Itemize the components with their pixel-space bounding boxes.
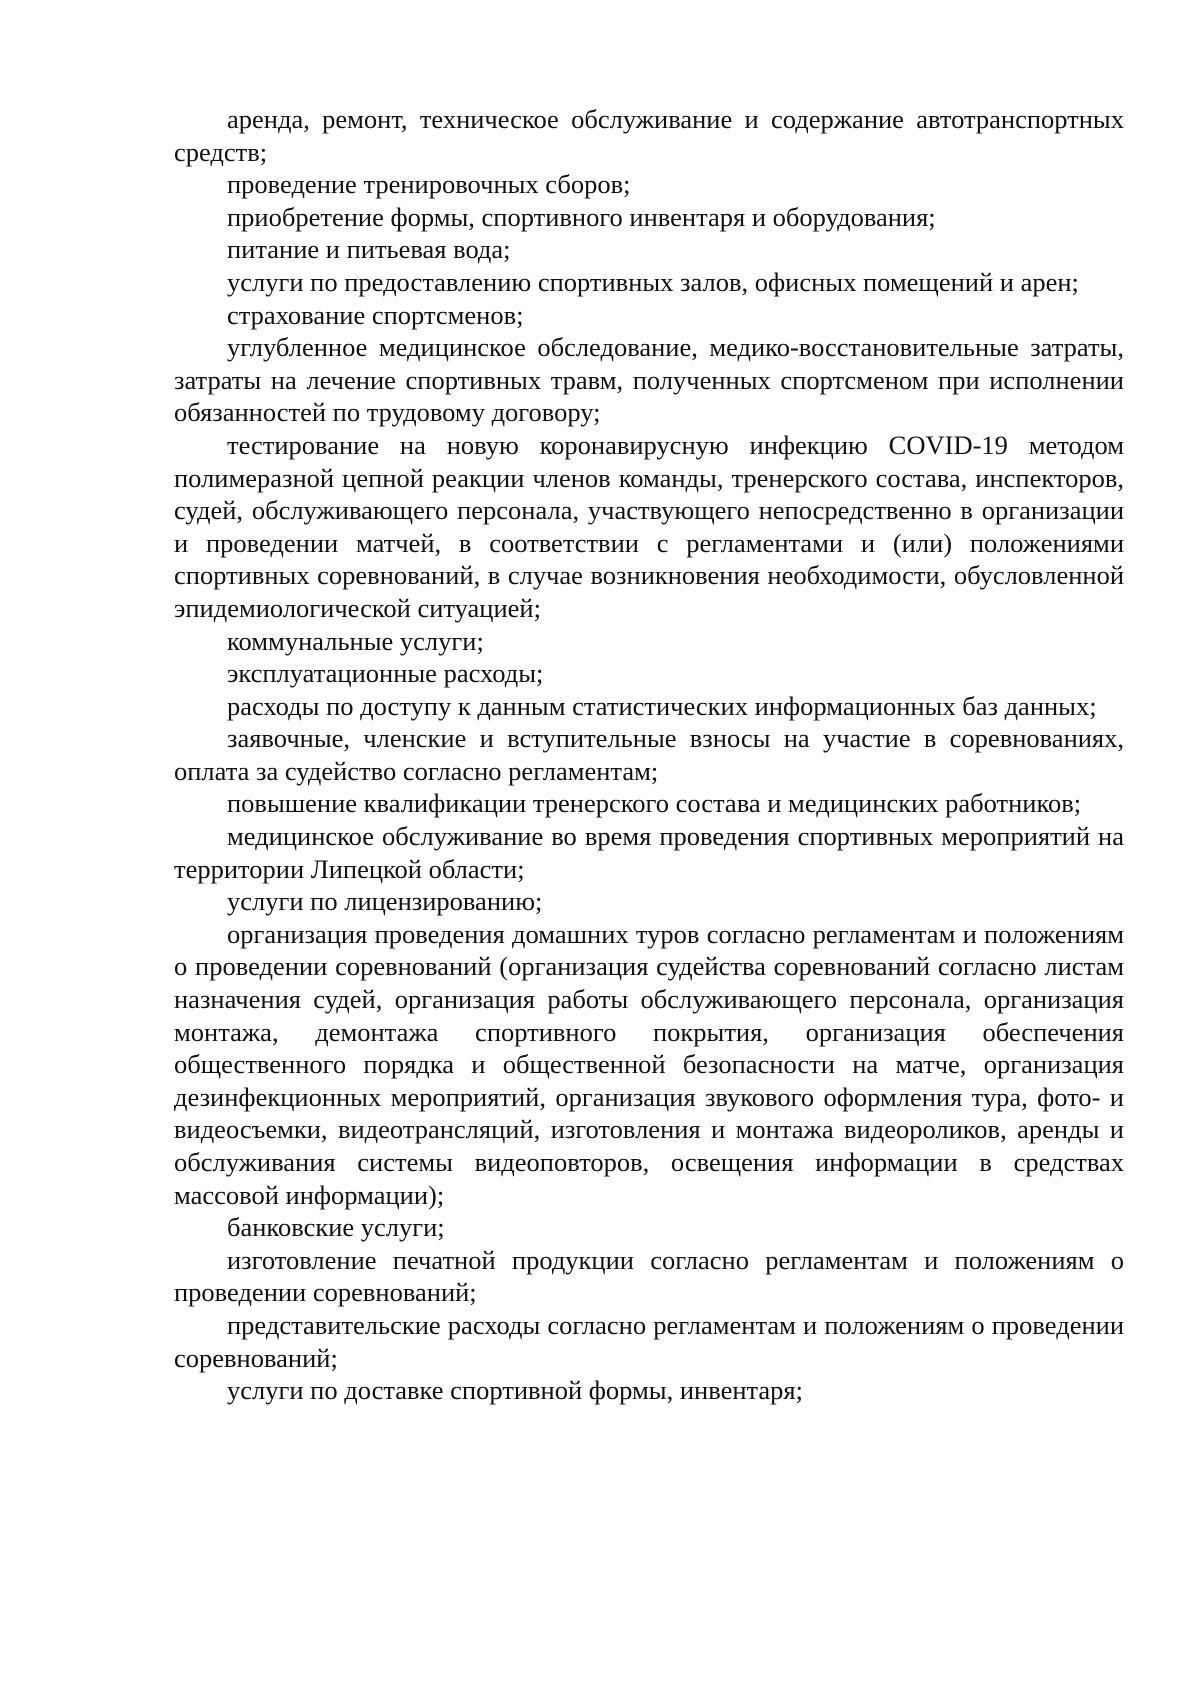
list-item-covid-testing: тестирование на новую коронавирусную инфекцию COVID-19 методом полимеразной цепной реакции членов команды, тренерского состава, инспекторов, судей, обслуживающего персонала, участвующего непосредственно в организации и проведении матчей, в соответствии с регламентами и (или) положениями спортивных соревнований, в случае возникновения необходимости, обусловленной эпидемиологической ситуацией; bbox=[174, 429, 1124, 623]
document-page bbox=[174, 103, 1124, 1407]
list-item-hall-rental: услуги по предоставлению спортивных залов, офисных помещений и арен; bbox=[227, 266, 1079, 297]
list-item-operating-expenses: эксплуатационные расходы; bbox=[227, 658, 544, 689]
list-item-medical-examination: углубленное медицинское обследование, медико-восстановительные затраты, затраты на лечение спортивных травм, полученных спортсменом при исполнении обязанностей по трудовому договору; bbox=[174, 332, 1124, 428]
list-item-vehicle-rental: аренда, ремонт, техническое обслуживание и содержание автотранспортных средств; bbox=[174, 104, 1124, 167]
list-item-home-tours: организация проведения домашних туров согласно регламентам и положениям о проведении соревнований (организация судейства соревнований согласно листам назначения судей, организация работы обслуживающего персонала, организация монтажа, демонтажа спортивного покрытия, организация обеспечения общественного порядка и общественной безопасности на матче, организация дезинфекционных мероприятий, организация звукового оформления тура, фото- и видеосъемки, видеотрансляций, изготовления и монтажа видеороликов, аренды и обслуживания системы видеоповторов, освещения информации в средствах массовой информации); bbox=[174, 918, 1124, 1210]
list-item-utilities: коммунальные услуги; bbox=[227, 625, 484, 656]
list-item-food-water: питание и питьевая вода; bbox=[227, 234, 511, 265]
list-item-entry-fees: заявочные, членские и вступительные взносы на участие в соревнованиях, оплата за судейство согласно регламентам; bbox=[174, 723, 1124, 786]
list-item-representation: представительские расходы согласно регламентам и положениям о проведении соревнований; bbox=[174, 1309, 1124, 1373]
list-item-banking: банковские услуги; bbox=[227, 1212, 445, 1243]
list-item-database-access: расходы по доступу к данным статистических информационных баз данных; bbox=[227, 690, 1097, 721]
list-item-athlete-insurance: страхование спортсменов; bbox=[227, 299, 524, 330]
list-item-staff-training: повышение квалификации тренерского состава и медицинских работников; bbox=[227, 788, 1082, 819]
list-item-licensing: услуги по лицензированию; bbox=[227, 886, 543, 917]
list-item-printing: изготовление печатной продукции согласно регламентам и положениям о проведении соревнований; bbox=[174, 1244, 1124, 1308]
list-item-training-camps: проведение тренировочных сборов; bbox=[227, 169, 631, 200]
list-item-medical-service: медицинское обслуживание во время проведения спортивных мероприятий на территории Липецкой области; bbox=[174, 821, 1124, 884]
list-item-uniform-equipment: приобретение формы, спортивного инвентаря и оборудования; bbox=[227, 201, 936, 232]
list-item-delivery: услуги по доставке спортивной формы, инвентаря; bbox=[227, 1375, 803, 1406]
